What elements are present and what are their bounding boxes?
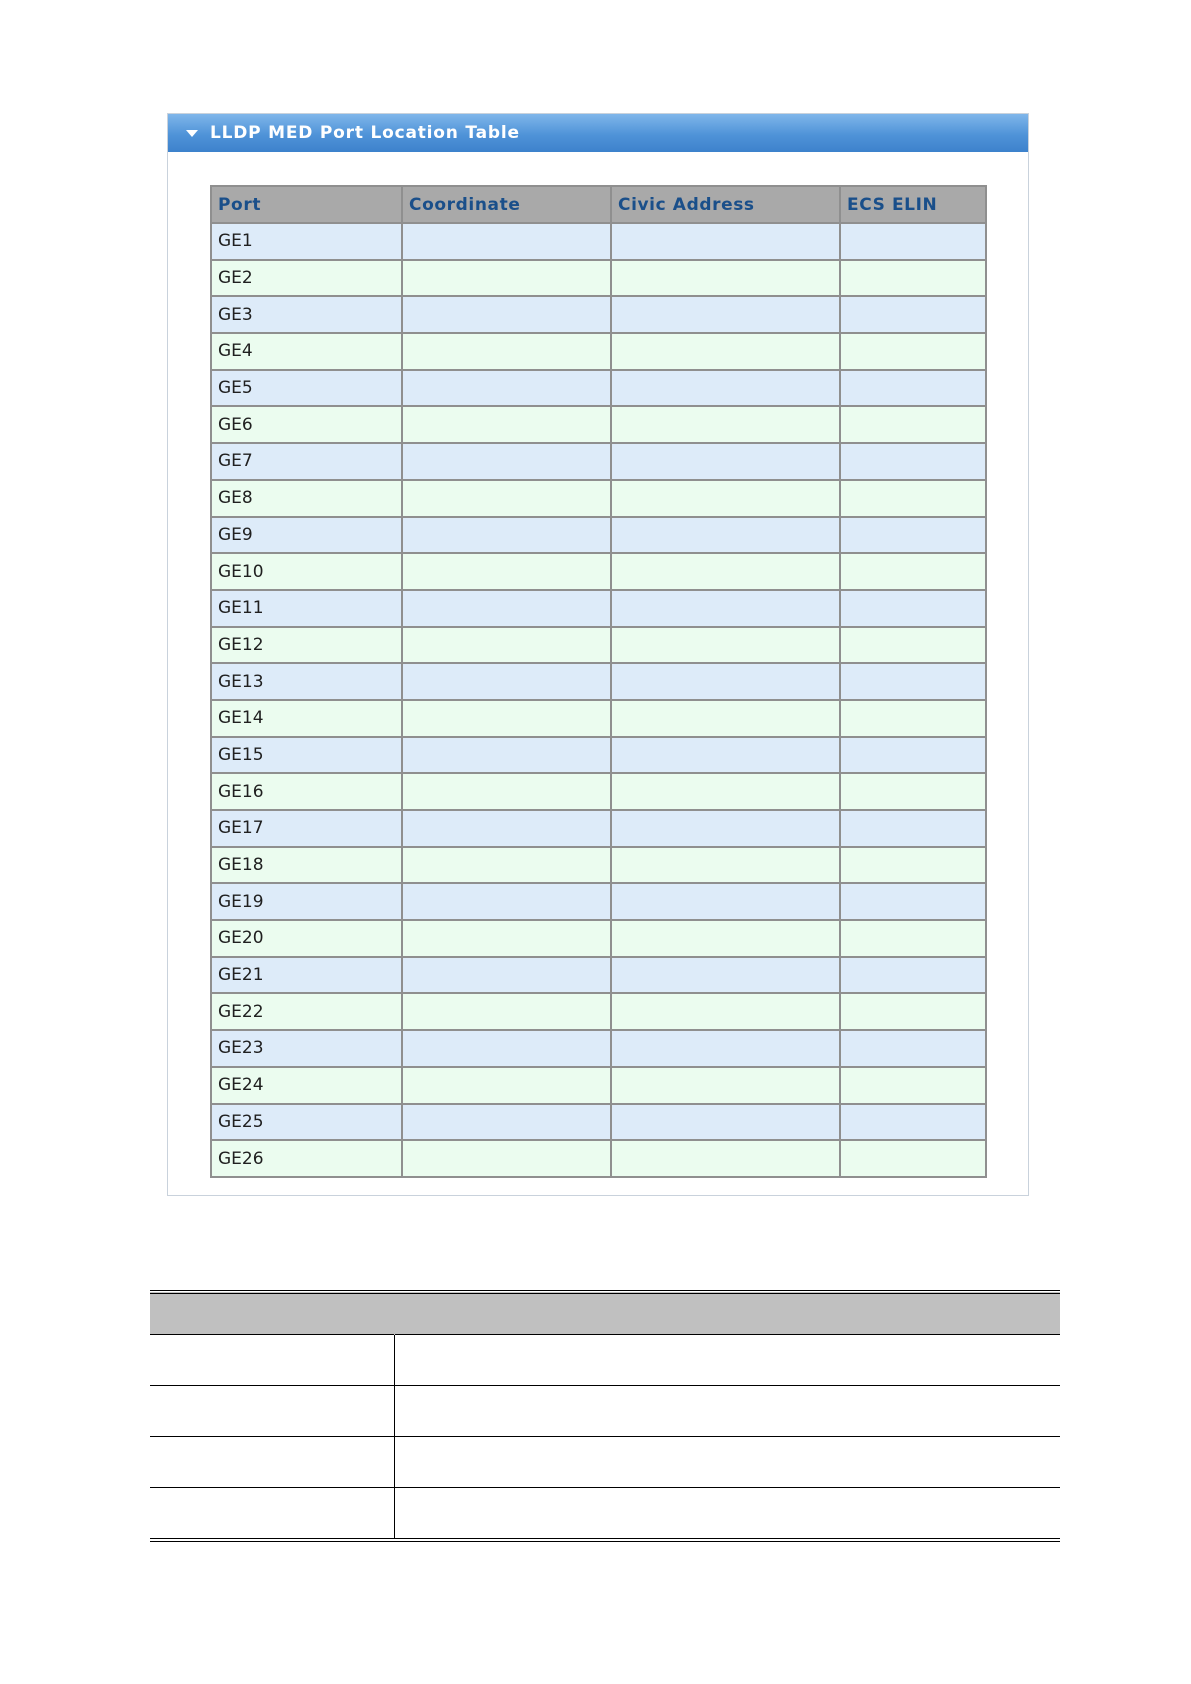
coordinate-cell (402, 847, 611, 884)
civic-address-cell (611, 296, 840, 333)
coordinate-cell (402, 296, 611, 333)
column-header-port: Port (211, 186, 402, 223)
port-cell: GE16 (211, 773, 402, 810)
port-cell: GE1 (211, 223, 402, 260)
civic-address-cell (611, 406, 840, 443)
civic-address-cell (611, 883, 840, 920)
civic-address-cell (611, 737, 840, 774)
table-row (211, 1140, 986, 1177)
description-row (150, 1335, 1060, 1386)
ecs-elin-cell (840, 957, 986, 994)
coordinate-cell (402, 627, 611, 664)
table-row (211, 957, 986, 994)
description-object-cell (150, 1386, 395, 1437)
coordinate-cell (402, 333, 611, 370)
coordinate-cell (402, 773, 611, 810)
lldp-med-port-location-panel (167, 113, 1029, 1196)
port-cell: GE25 (211, 1104, 402, 1141)
civic-address-cell (611, 773, 840, 810)
table-row (211, 333, 986, 370)
panel-title: LLDP MED Port Location Table (210, 123, 520, 143)
coordinate-cell (402, 590, 611, 627)
table-body (211, 223, 986, 1177)
coordinate-cell (402, 260, 611, 297)
civic-address-cell (611, 700, 840, 737)
civic-address-cell (611, 517, 840, 554)
description-object-cell (150, 1437, 395, 1488)
table-row (211, 700, 986, 737)
ecs-elin-cell (840, 627, 986, 664)
ecs-elin-cell (840, 260, 986, 297)
table-row (211, 1067, 986, 1104)
panel-header[interactable] (168, 114, 1028, 152)
civic-address-cell (611, 1140, 840, 1177)
ecs-elin-cell (840, 700, 986, 737)
coordinate-cell (402, 993, 611, 1030)
port-cell: GE12 (211, 627, 402, 664)
civic-address-cell (611, 1030, 840, 1067)
ecs-elin-cell (840, 773, 986, 810)
coordinate-cell (402, 700, 611, 737)
coordinate-cell (402, 1104, 611, 1141)
civic-address-cell (611, 1104, 840, 1141)
collapse-triangle-icon[interactable] (186, 130, 198, 137)
coordinate-cell (402, 443, 611, 480)
port-cell: GE26 (211, 1140, 402, 1177)
port-cell: GE9 (211, 517, 402, 554)
civic-address-cell (611, 590, 840, 627)
port-cell: GE5 (211, 370, 402, 407)
ecs-elin-cell (840, 1067, 986, 1104)
civic-address-cell (611, 443, 840, 480)
port-cell: GE14 (211, 700, 402, 737)
ecs-elin-cell (840, 847, 986, 884)
port-cell: GE18 (211, 847, 402, 884)
port-cell: GE3 (211, 296, 402, 333)
ecs-elin-cell (840, 737, 986, 774)
description-text-cell (395, 1335, 1061, 1386)
table-row (211, 370, 986, 407)
ecs-elin-cell (840, 663, 986, 700)
coordinate-cell (402, 1067, 611, 1104)
coordinate-cell (402, 517, 611, 554)
port-cell: GE20 (211, 920, 402, 957)
table-row (211, 443, 986, 480)
description-text-cell (395, 1437, 1061, 1488)
ecs-elin-cell (840, 517, 986, 554)
description-object-cell (150, 1488, 395, 1541)
ecs-elin-cell (840, 590, 986, 627)
ecs-elin-cell (840, 443, 986, 480)
civic-address-cell (611, 920, 840, 957)
civic-address-cell (611, 627, 840, 664)
description-text-cell (395, 1488, 1061, 1541)
civic-address-cell (611, 810, 840, 847)
table-row (211, 1104, 986, 1141)
civic-address-cell (611, 663, 840, 700)
table-row (211, 223, 986, 260)
port-cell: GE11 (211, 590, 402, 627)
table-row (211, 480, 986, 517)
port-cell: GE8 (211, 480, 402, 517)
ecs-elin-cell (840, 1030, 986, 1067)
port-cell: GE7 (211, 443, 402, 480)
ecs-elin-cell (840, 370, 986, 407)
table-row (211, 883, 986, 920)
civic-address-cell (611, 260, 840, 297)
civic-address-cell (611, 847, 840, 884)
civic-address-cell (611, 1067, 840, 1104)
description-row (150, 1488, 1060, 1541)
table-row (211, 993, 986, 1030)
ecs-elin-cell (840, 553, 986, 590)
coordinate-cell (402, 223, 611, 260)
coordinate-cell (402, 920, 611, 957)
coordinate-cell (402, 1030, 611, 1067)
description-header-description (395, 1292, 1061, 1335)
table-row (211, 260, 986, 297)
table-row (211, 1030, 986, 1067)
table-header-row (211, 186, 986, 223)
column-header-ecs-elin: ECS ELIN (840, 186, 986, 223)
civic-address-cell (611, 993, 840, 1030)
description-body (150, 1335, 1060, 1541)
port-location-table (210, 185, 987, 1178)
ecs-elin-cell (840, 406, 986, 443)
civic-address-cell (611, 480, 840, 517)
ecs-elin-cell (840, 920, 986, 957)
civic-address-cell (611, 553, 840, 590)
description-text-cell (395, 1386, 1061, 1437)
coordinate-cell (402, 883, 611, 920)
table-row (211, 920, 986, 957)
table-row (211, 296, 986, 333)
civic-address-cell (611, 223, 840, 260)
table-row (211, 590, 986, 627)
port-cell: GE17 (211, 810, 402, 847)
port-cell: GE24 (211, 1067, 402, 1104)
coordinate-cell (402, 406, 611, 443)
table-row (211, 810, 986, 847)
civic-address-cell (611, 370, 840, 407)
column-header-civic-address: Civic Address (611, 186, 840, 223)
port-cell: GE19 (211, 883, 402, 920)
table-row (211, 553, 986, 590)
port-cell: GE23 (211, 1030, 402, 1067)
coordinate-cell (402, 737, 611, 774)
table-row (211, 517, 986, 554)
table-row (211, 773, 986, 810)
ecs-elin-cell (840, 810, 986, 847)
port-cell: GE21 (211, 957, 402, 994)
port-cell: GE13 (211, 663, 402, 700)
port-cell: GE15 (211, 737, 402, 774)
coordinate-cell (402, 480, 611, 517)
table-row (211, 663, 986, 700)
ecs-elin-cell (840, 480, 986, 517)
civic-address-cell (611, 957, 840, 994)
port-cell: GE6 (211, 406, 402, 443)
table-row (211, 737, 986, 774)
ecs-elin-cell (840, 993, 986, 1030)
civic-address-cell (611, 333, 840, 370)
description-header-row (150, 1292, 1060, 1335)
ecs-elin-cell (840, 296, 986, 333)
ecs-elin-cell (840, 883, 986, 920)
coordinate-cell (402, 663, 611, 700)
coordinate-cell (402, 370, 611, 407)
table-row (211, 406, 986, 443)
description-row (150, 1437, 1060, 1488)
coordinate-cell (402, 957, 611, 994)
description-object-cell (150, 1335, 395, 1386)
ecs-elin-cell (840, 223, 986, 260)
port-cell: GE2 (211, 260, 402, 297)
ecs-elin-cell (840, 1104, 986, 1141)
ecs-elin-cell (840, 1140, 986, 1177)
coordinate-cell (402, 553, 611, 590)
port-cell: GE10 (211, 553, 402, 590)
description-row (150, 1386, 1060, 1437)
column-header-coordinate: Coordinate (402, 186, 611, 223)
ecs-elin-cell (840, 333, 986, 370)
table-row (211, 847, 986, 884)
port-cell: GE4 (211, 333, 402, 370)
description-table (150, 1290, 1060, 1542)
port-cell: GE22 (211, 993, 402, 1030)
description-header-object (150, 1292, 395, 1335)
table-row (211, 627, 986, 664)
coordinate-cell (402, 1140, 611, 1177)
coordinate-cell (402, 810, 611, 847)
